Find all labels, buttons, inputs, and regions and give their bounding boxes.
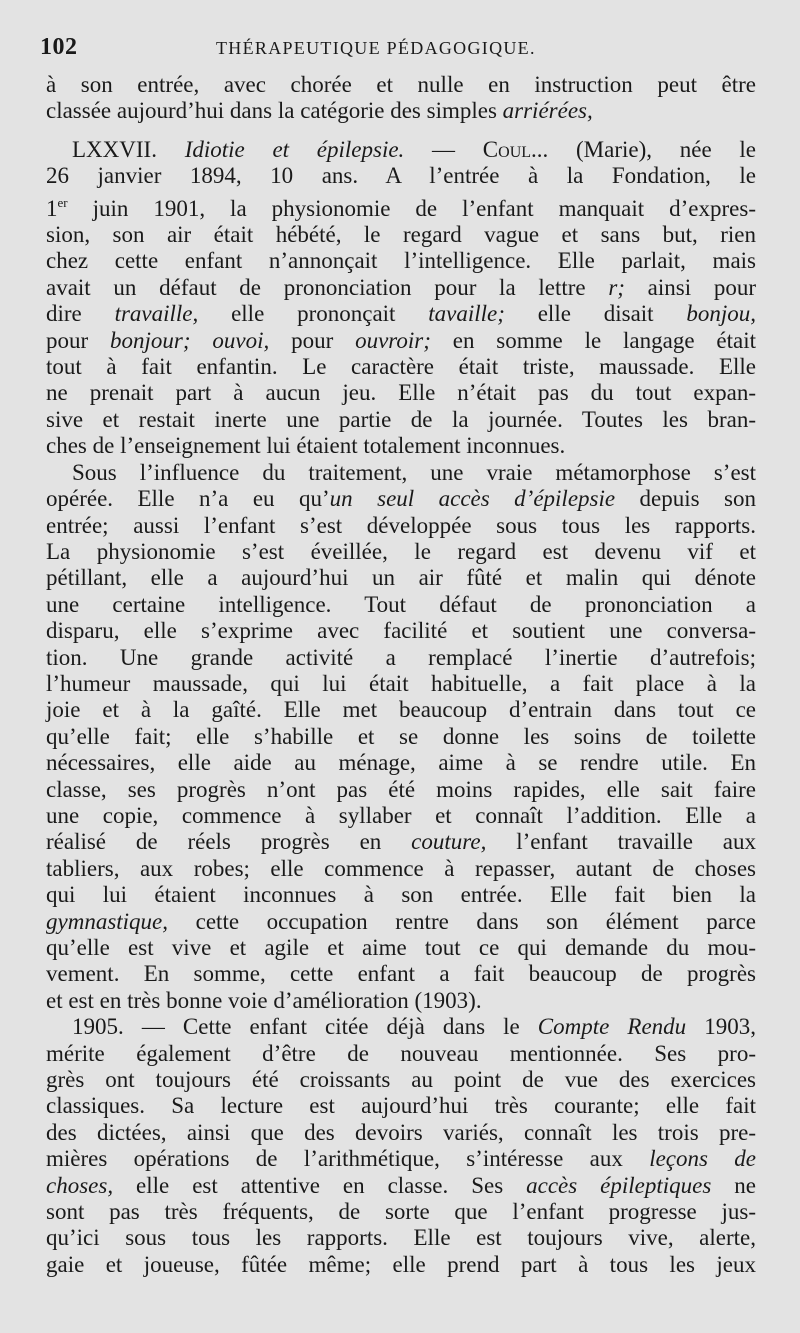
text-line: La physionomie s’est éveillée, le regard est devenu vif et bbox=[46, 538, 756, 564]
text-line: gaie et joueuse, fûtée même; elle prend part à tous les jeux bbox=[46, 1251, 756, 1277]
text-line: mérite également d’être de nouveau mentionnée. Ses pro- bbox=[46, 1040, 756, 1066]
text-line: classiques. Sa lecture est aujourd’hui très courante; elle fait bbox=[46, 1093, 756, 1119]
text-line: joie et à la gaîté. Elle met beaucoup d’entrain dans tout ce bbox=[46, 697, 756, 723]
text-line: qu’ici sous tous les rapports. Elle est toujours vive, alerte, bbox=[46, 1225, 756, 1251]
text-line: Sous l’influence du traitement, une vraie métamorphose s’est bbox=[72, 459, 756, 485]
text-line: mières opérations de l’arithmétique, s’intéresse aux leçons de bbox=[46, 1146, 756, 1172]
case-diagnosis: Idiotie et épilepsie. bbox=[184, 136, 405, 162]
paragraph-gap bbox=[46, 125, 756, 137]
text-line: vement. En somme, cette enfant a fait beaucoup de progrès bbox=[46, 961, 756, 987]
text-line: ne prenait part à aucun jeu. Elle n’était pas du tout expan- bbox=[46, 380, 756, 406]
text-line: qui lui étaient inconnues à son entrée. Elle fait bien la bbox=[46, 882, 756, 908]
text-line: qu’elle est vive et agile et aime tout ce qui demande du mou- bbox=[46, 935, 756, 960]
text-line: 1905. — Cette enfant citée déjà dans le Compte Rendu 1903, bbox=[72, 1014, 757, 1040]
text-line: tabliers, aux robes; elle commence à repasser, autant de choses bbox=[46, 855, 756, 881]
text-line: et est en très bonne voie d’amélioration (1903). bbox=[46, 987, 482, 1013]
text-line: pour bonjour; ouvoi, pour ouvroir; en somme le langage était bbox=[46, 327, 756, 353]
paragraph-treatment bbox=[46, 460, 756, 1015]
page-header bbox=[40, 34, 760, 62]
text-line: tout à fait enfantin. Le caractère était triste, maussade. Elle bbox=[46, 354, 756, 380]
text-line: dire travaille, elle prononçait tavaille; elle disait bonjou, bbox=[46, 301, 757, 327]
body-text bbox=[46, 72, 756, 1278]
text-line: sive et restait inerte une partie de la journée. Toutes les bran- bbox=[46, 406, 756, 432]
text-line: une certaine intelligence. Tout défaut de prononciation a bbox=[46, 591, 756, 617]
text-line: opérée. Elle n’a eu qu’un seul accès d’épilepsie depuis son bbox=[46, 486, 757, 512]
text-line: 26 janvier 1894, 10 ans. A l’entrée à la Fondation, le bbox=[46, 163, 756, 189]
text-line: entrée; aussi l’enfant s’est développée sous tous les rapports. bbox=[46, 512, 756, 538]
text-line: des dictées, ainsi que des devoirs variés, connaît les trois pre- bbox=[46, 1119, 756, 1145]
text-line: réalisé de réels progrès en couture, l’enfant travaille aux bbox=[46, 829, 756, 855]
case-number: LXXVII. bbox=[72, 136, 185, 162]
text-line: sion, son air était hébété, le regard vague et sans but, rien bbox=[46, 222, 756, 248]
text-line: avait un défaut de prononciation pour la lettre r; ainsi pour bbox=[46, 274, 756, 300]
paragraph-1905 bbox=[46, 1014, 756, 1278]
patient-name: Coul... bbox=[482, 136, 549, 162]
text-line: classe, ses progrès n’ont pas été moins rapides, elle sait faire bbox=[46, 776, 756, 802]
text-line: à son entrée, avec chorée et nulle en instruction peut être bbox=[46, 72, 756, 97]
text-line: classée aujourd’hui dans la catégorie des simples arriérées, bbox=[46, 98, 593, 124]
text-line: une copie, commence à syllaber et connaît l’addition. Elle a bbox=[46, 802, 756, 828]
text-line: l’humeur maussade, qui lui était habituelle, a fait place à la bbox=[46, 670, 756, 696]
paragraph-continuation bbox=[46, 72, 756, 125]
text-line: gymnastique, cette occupation rentre dans son élément parce bbox=[46, 908, 756, 934]
running-title: THÉRAPEUTIQUE PÉDAGOGIQUE. bbox=[216, 38, 536, 58]
page-number: 102 bbox=[40, 34, 78, 60]
text-line: disparu, elle s’exprime avec facilité et soutient une conversa- bbox=[46, 618, 756, 644]
text-line: pétillant, elle a aujourd’hui un air fûté et malin qui dénote bbox=[46, 565, 756, 591]
text-line: chez cette enfant n’annonçait l’intelligence. Elle parlait, mais bbox=[46, 248, 756, 274]
text-line: 1er juin 1901, la physionomie de l’enfant manquait d’expres- bbox=[46, 194, 756, 221]
text-line: tion. Une grande activité a remplacé l’inertie d’autrefois; bbox=[46, 644, 756, 670]
text-line: LXXVII. Idiotie et épilepsie. — Coul... (Marie), née le bbox=[72, 136, 756, 162]
text-line: choses, elle est attentive en classe. Ses accès épileptiques ne bbox=[46, 1172, 756, 1198]
text-line: qu’elle fait; elle s’habille et se donne les soins de toilette bbox=[46, 723, 756, 749]
paragraph-case-heading bbox=[46, 137, 756, 460]
text-line: sont pas très fréquents, de sorte que l’enfant progresse jus- bbox=[46, 1199, 756, 1225]
text-line: grès ont toujours été croissants au point de vue des exercices bbox=[46, 1067, 756, 1093]
text-line: nécessaires, elle aide au ménage, aime à se rendre utile. En bbox=[46, 750, 756, 776]
text-line: ches de l’enseignement lui étaient totalement inconnues. bbox=[46, 433, 566, 459]
